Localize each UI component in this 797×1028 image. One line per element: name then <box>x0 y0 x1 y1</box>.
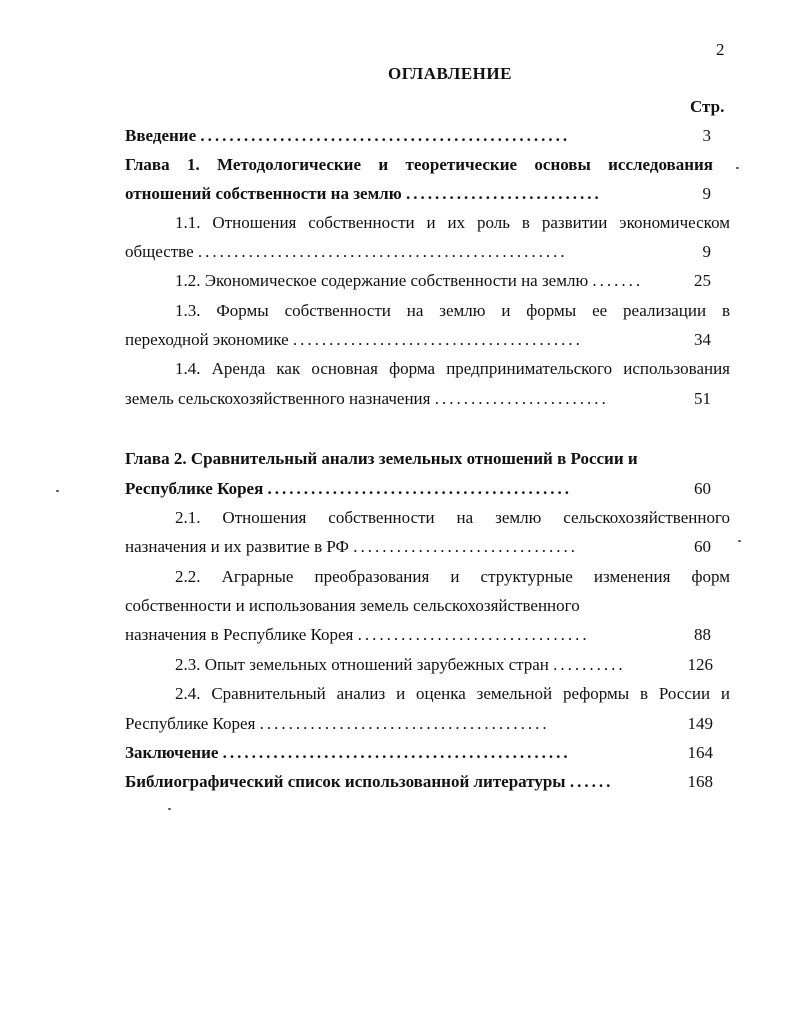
toc-leader: ........................................ <box>259 714 550 733</box>
toc-entry-text: 2.1. Отношения собственности на землю сельскохозяйственного <box>175 508 730 527</box>
toc-leader: ................................................... <box>200 126 571 145</box>
toc-entry-text: 1.4. Аренда как основная форма предпринимательского использования <box>175 359 730 378</box>
toc-page: 25 <box>694 271 711 290</box>
toc-page: 9 <box>702 242 711 261</box>
toc-entry-text: отношений собственности на землю <box>125 184 402 203</box>
toc-page: 168 <box>687 772 713 791</box>
toc-leader: .......................................... <box>267 479 573 498</box>
toc-entry-text: 2.4. Сравнительный анализ и оценка земельной реформы в России и <box>175 684 730 703</box>
toc-entry-text: обществе <box>125 242 194 261</box>
toc-page: 60 <box>694 537 711 556</box>
toc-leader: ............................... <box>353 537 578 556</box>
toc-page: 3 <box>702 126 711 145</box>
toc-leader: ...... <box>569 772 614 791</box>
toc-leader: ................................................... <box>197 242 568 261</box>
toc-page: 88 <box>694 625 711 644</box>
toc-leader: ........................... <box>405 184 602 203</box>
toc-leader: .......... <box>553 655 626 674</box>
toc-page: 34 <box>694 330 711 349</box>
scan-speck <box>736 167 739 169</box>
toc-entry-text: Республике Корея <box>125 714 256 733</box>
toc-page: 149 <box>687 714 713 733</box>
page-number: 2 <box>716 40 725 59</box>
toc-entry-text: назначения в Республике Корея <box>125 625 354 644</box>
toc-entry-text: Введение <box>125 126 197 145</box>
toc-page: 164 <box>687 743 713 762</box>
toc-leader: ....... <box>592 271 644 290</box>
page-title: ОГЛАВЛЕНИЕ <box>388 64 512 83</box>
page-column-header: Стр. <box>690 97 725 116</box>
scan-speck <box>168 808 171 810</box>
toc-entry-text: Глава 2. Сравнительный анализ земельных отношений в России и <box>125 449 638 468</box>
toc-entry-text: 1.1. Отношения собственности и их роль в развитии экономическом <box>175 213 730 232</box>
toc-entry-text: собственности и использования земель сельскохозяйственного <box>125 596 580 615</box>
toc-entry-text: Библиографический список использованной литературы <box>125 772 566 791</box>
toc-entry-text: земель сельскохозяйственного назначения <box>125 389 431 408</box>
toc-entry-text: 2.2. Аграрные преобразования и структурные изменения форм <box>175 567 730 586</box>
toc-leader: ........................................ <box>292 330 583 349</box>
toc-entry-text: переходной экономике <box>125 330 289 349</box>
toc-leader: ................................ <box>357 625 590 644</box>
toc-entry-text: 1.2. Экономическое содержание собственности на землю <box>175 271 589 290</box>
toc-entry-text: Глава 1. Методологические и теоретические основы исследования <box>125 155 713 174</box>
toc-entry-text: Республике Корея <box>125 479 264 498</box>
scan-speck <box>738 540 741 542</box>
scan-speck <box>56 490 59 492</box>
toc-page: 60 <box>694 479 711 498</box>
toc-page: 9 <box>702 184 711 203</box>
toc-entry-text: назначения и их развитие в РФ <box>125 537 349 556</box>
toc-entry-text: 2.3. Опыт земельных отношений зарубежных стран <box>175 655 549 674</box>
toc-leader: ................................................ <box>222 743 571 762</box>
toc-entry-text: 1.3. Формы собственности на землю и формы ее реализации в <box>175 301 730 320</box>
toc-entry-text: Заключение <box>125 743 219 762</box>
toc-page: 51 <box>694 389 711 408</box>
toc-page: 126 <box>687 655 713 674</box>
toc-leader: ........................ <box>434 389 609 408</box>
